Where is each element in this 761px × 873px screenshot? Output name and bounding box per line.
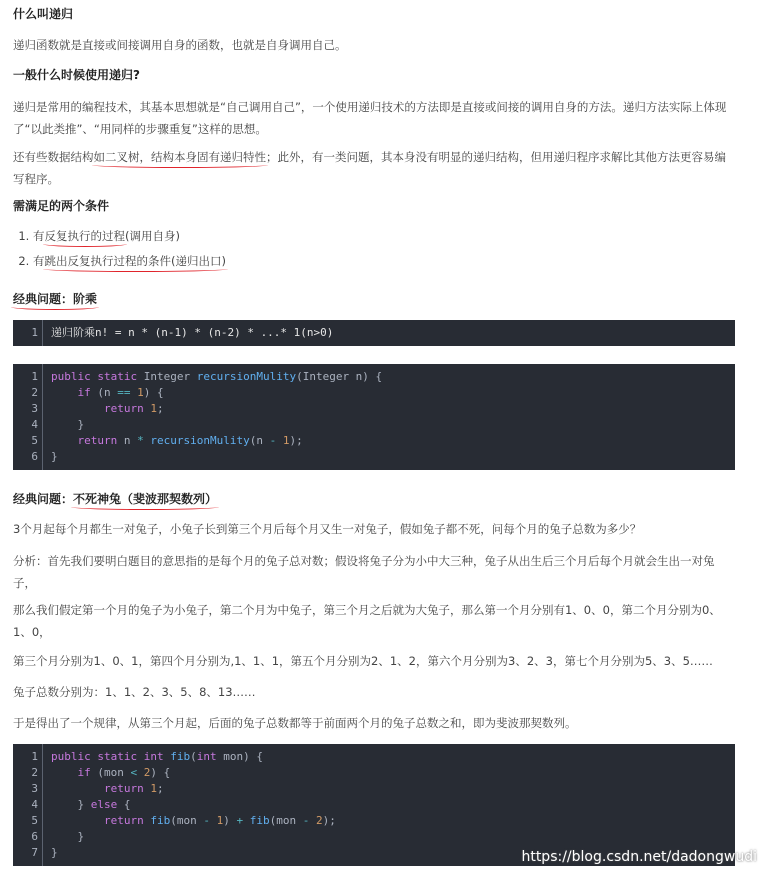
code-lines [51, 744, 336, 866]
fib-totals-text: 兔子总数分别为：1、1、2、3、5、8、13…… [13, 685, 256, 699]
definition-text: 递归函数就是直接或间接调用自身的函数，也就是自身调用自己。 [13, 38, 347, 52]
fib-problem-text: 3个月起每个月都生一对兔子，小兔子长到第三个月后每个月又生一对兔子，假如兔子都不死，问每个月的兔子总数为多少？ [13, 522, 642, 536]
code-line: } else { [51, 798, 131, 811]
usage-paragraph-1: 递归是常用的编程技术，其基本思想就是“自己调用自己”，一个使用递归技术的方法即是直接或间接的调用自身的方法。递归方法实际上体现了“以此类推”、“用同样的步骤重复”这样的思想。 [13, 100, 727, 136]
heading-factorial: 经典问题：阶乘 [13, 292, 98, 306]
highlight-exit-condition: 跳出反复执行过程的条件(递归出口) [44, 254, 226, 268]
condition-item-2: 2. 有跳出反复执行过程的条件(递归出口) [33, 249, 733, 274]
fib-months-text: 第三个月分别为1、0、1，第四个月分别为,1、1、1，第五个月分别为2、1、2，第六个月分别为3、2、3，第七个月分别为5、3、5…… [13, 654, 713, 668]
condition-item-1: 1. 有反复执行的过程(调用自身) [33, 224, 733, 249]
line-numbers: 1 [13, 320, 43, 346]
heading-when-to-use: 一般什么时候使用递归? [13, 68, 140, 82]
code-line: if (mon < 2) { [77, 766, 171, 779]
heading-what-is-recursion: 什么叫递归 [13, 7, 74, 21]
code-line: public static Integer recursionMulity(Integer n) { [51, 370, 383, 383]
code-line: return fib(mon - 1) + fib(mon - 2); [103, 814, 336, 827]
code-line: } [51, 830, 85, 843]
fib-analysis-text: 分析：首先我们要明白题目的意思指的是每个月的兔子总对数；假设将兔子分为小中大三种，兔子从出生后三个月后每个月就会生出一对兔子， [13, 554, 715, 590]
code-block-factorial-formula [13, 320, 735, 346]
formula-text: 递归阶乘n! = n * (n-1) * (n-2) * ...* 1(n>0) [51, 326, 334, 339]
highlight-immortal-rabbit: 不死神兔（斐波那契数列） [73, 492, 218, 506]
code-block-fib [13, 744, 735, 866]
line-numbers: 1 2 3 4 5 6 7 [13, 744, 43, 866]
code-line: if (n == 1) { [77, 386, 164, 399]
code-line [51, 325, 333, 341]
code-line: return 1; [103, 782, 164, 795]
highlight-repeat-process: 反复执行的过程 [44, 229, 125, 243]
code-line: return n * recursionMulity(n - 1); [77, 434, 303, 447]
usage-text-suffix: ；此外，有一类问题，其本身没有明显的递归结构，但用递归程序求解比其他方法更容易编写程序。 [13, 150, 726, 186]
heading-two-conditions: 需满足的两个条件 [13, 199, 110, 213]
watermark-url: https://blog.csdn.net/dadongwudi [521, 849, 757, 865]
line-numbers: 1 2 3 4 5 6 [13, 364, 43, 470]
highlight-binary-tree: 如二叉树，结构本身固有递归特性 [93, 150, 266, 164]
code-lines [51, 364, 382, 470]
code-block-recursion-mulity [13, 364, 735, 470]
usage-text-prefix: 还有些数据结构 [13, 150, 94, 164]
code-lines [51, 320, 333, 346]
code-line: } [51, 846, 58, 859]
code-line: } [51, 418, 85, 431]
usage-paragraph-2 [13, 146, 735, 190]
code-line: } [51, 450, 58, 463]
code-line: return 1; [103, 402, 164, 415]
conditions-list [13, 224, 733, 274]
heading-fibonacci: 经典问题：不死神兔（斐波那契数列） [13, 492, 218, 506]
fib-conclusion-text: 于是得出了一个规律，从第三个月起，后面的兔子总数都等于前面两个月的兔子总数之和，即为斐波那契数列。 [13, 716, 577, 730]
fib-assumption-text: 那么我们假定第一个月的兔子为小兔子，第二个月为中兔子，第三个月之后就为大兔子，那么第一个月分别有1、0、0，第二个月分别为0、1、0， [13, 603, 721, 639]
code-line: public static int fib(int mon) { [51, 750, 263, 763]
